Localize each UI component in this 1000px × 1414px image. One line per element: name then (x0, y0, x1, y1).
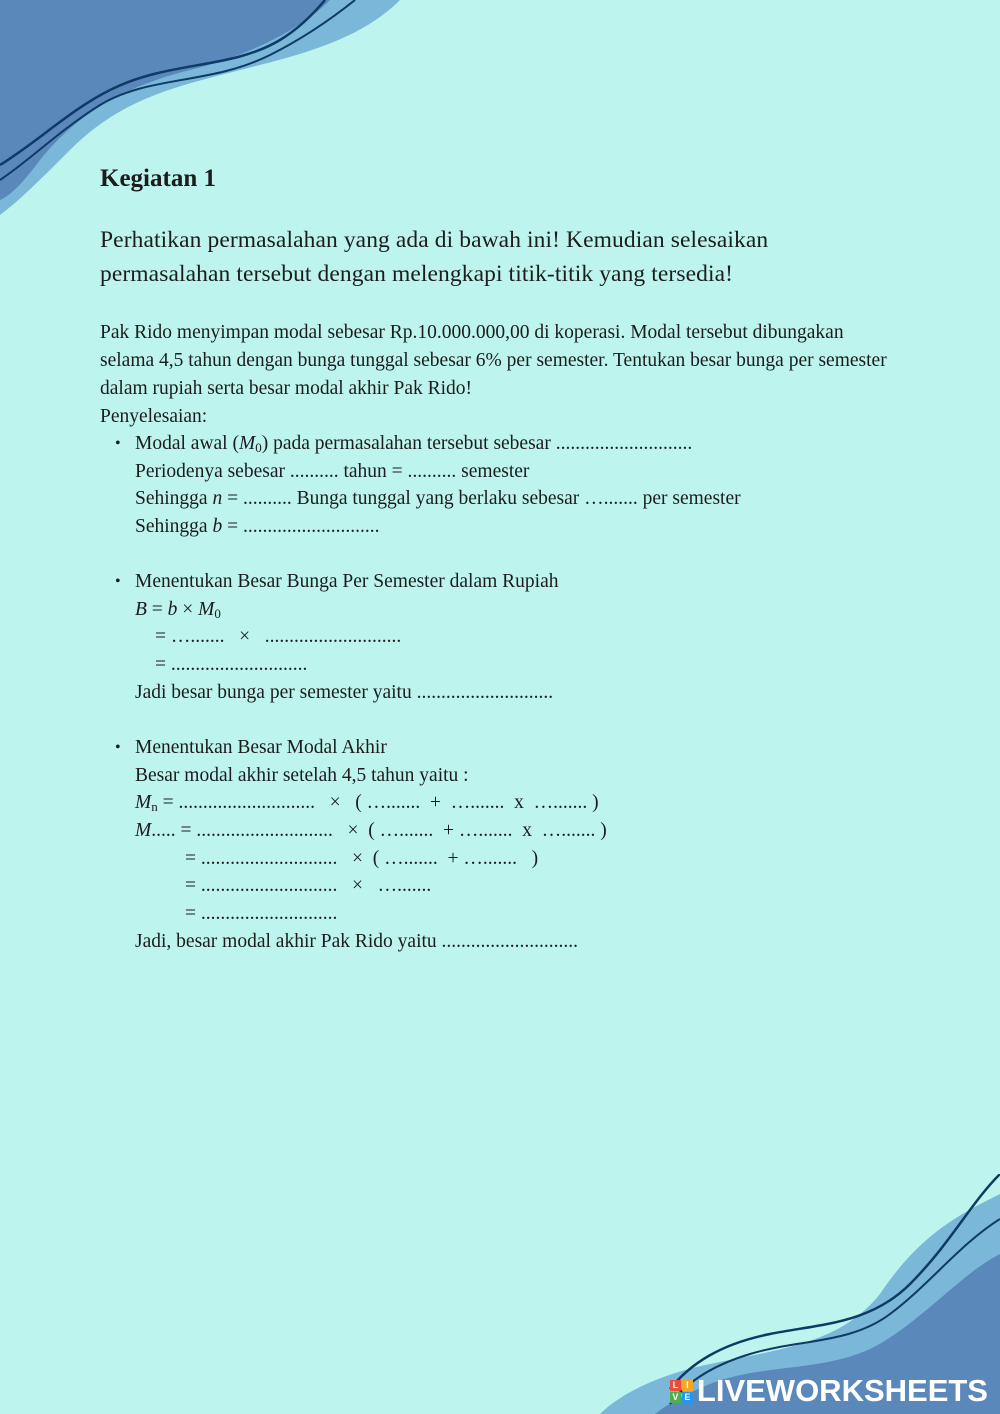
liveworksheets-watermark (670, 1374, 988, 1408)
step3-line5: = ............................ × …....... (185, 875, 432, 897)
step3-conclusion: Jadi, besar modal akhir Pak Rido yaitu ............................ (135, 930, 579, 952)
watermark-text: LIVEWORKSHEETS (696, 1373, 988, 1408)
problem-statement: Pak Rido menyimpan modal sebesar Rp.10.000.000,00 di koperasi. Modal tersebut dibungakan selama 4,5 tahun dengan bunga tunggal sebesar 6% per semester. Tentukan besar bunga per semester dalam rupiah serta besar modal akhir Pak Rido! (100, 322, 887, 399)
step1-line4: Sehingga b = ............................ (135, 516, 380, 538)
step2-formula: $B = b \times M_0$ (135, 598, 221, 621)
solution-step-final-capital (115, 734, 875, 956)
step3-line3: M..... = ............................ × ( …....... + …....... x …....... ) (135, 820, 607, 842)
step2-line2: = …....... × ............................ (155, 626, 402, 648)
step3-line1: Besar modal akhir setelah 4,5 tahun yaitu : (135, 764, 469, 786)
step3-title: Menentukan Besar Modal Akhir (135, 737, 387, 758)
step1-line1: Modal awal $(M_0)$ pada permasalahan tersebut sebesar ............................ (135, 433, 693, 455)
solution-step-initial-capital (115, 430, 875, 541)
step3-formula: $M_n$ = ............................ × ( …....... + …....... x …....... ) (135, 792, 599, 815)
step2-conclusion: Jadi besar bunga per semester yaitu ............................ (135, 681, 554, 703)
step1-line3: Sehingga n = .......... Bunga tunggal yang berlaku sebesar …....... per semester (135, 488, 741, 510)
liveworksheets-logo-icon: L I V E (670, 1380, 693, 1403)
step3-line4: = ............................ × ( …....... + …....... ) (185, 847, 539, 869)
solution-step-interest (115, 568, 875, 706)
step2-line3: = ............................ (155, 654, 308, 676)
bullet-icon: • (115, 435, 121, 452)
activity-heading: Kegiatan 1 (100, 165, 216, 192)
bullet-icon: • (115, 739, 121, 756)
step1-line2: Periodenya sebesar .......... tahun = .......... semester (135, 460, 530, 482)
bullet-icon: • (115, 573, 121, 590)
top-left-wave-decoration (0, 0, 420, 230)
solution-label: Penyelesaian: (100, 406, 208, 427)
instruction-text: Perhatikan permasalahan yang ada di bawah ini! Kemudian selesaikan permasalahan tersebut dengan melengkapi titik-titik yang tersedia! (100, 227, 769, 287)
step3-line6: = ............................ (185, 903, 338, 925)
step2-title: Menentukan Besar Bunga Per Semester dalam Rupiah (135, 571, 559, 592)
